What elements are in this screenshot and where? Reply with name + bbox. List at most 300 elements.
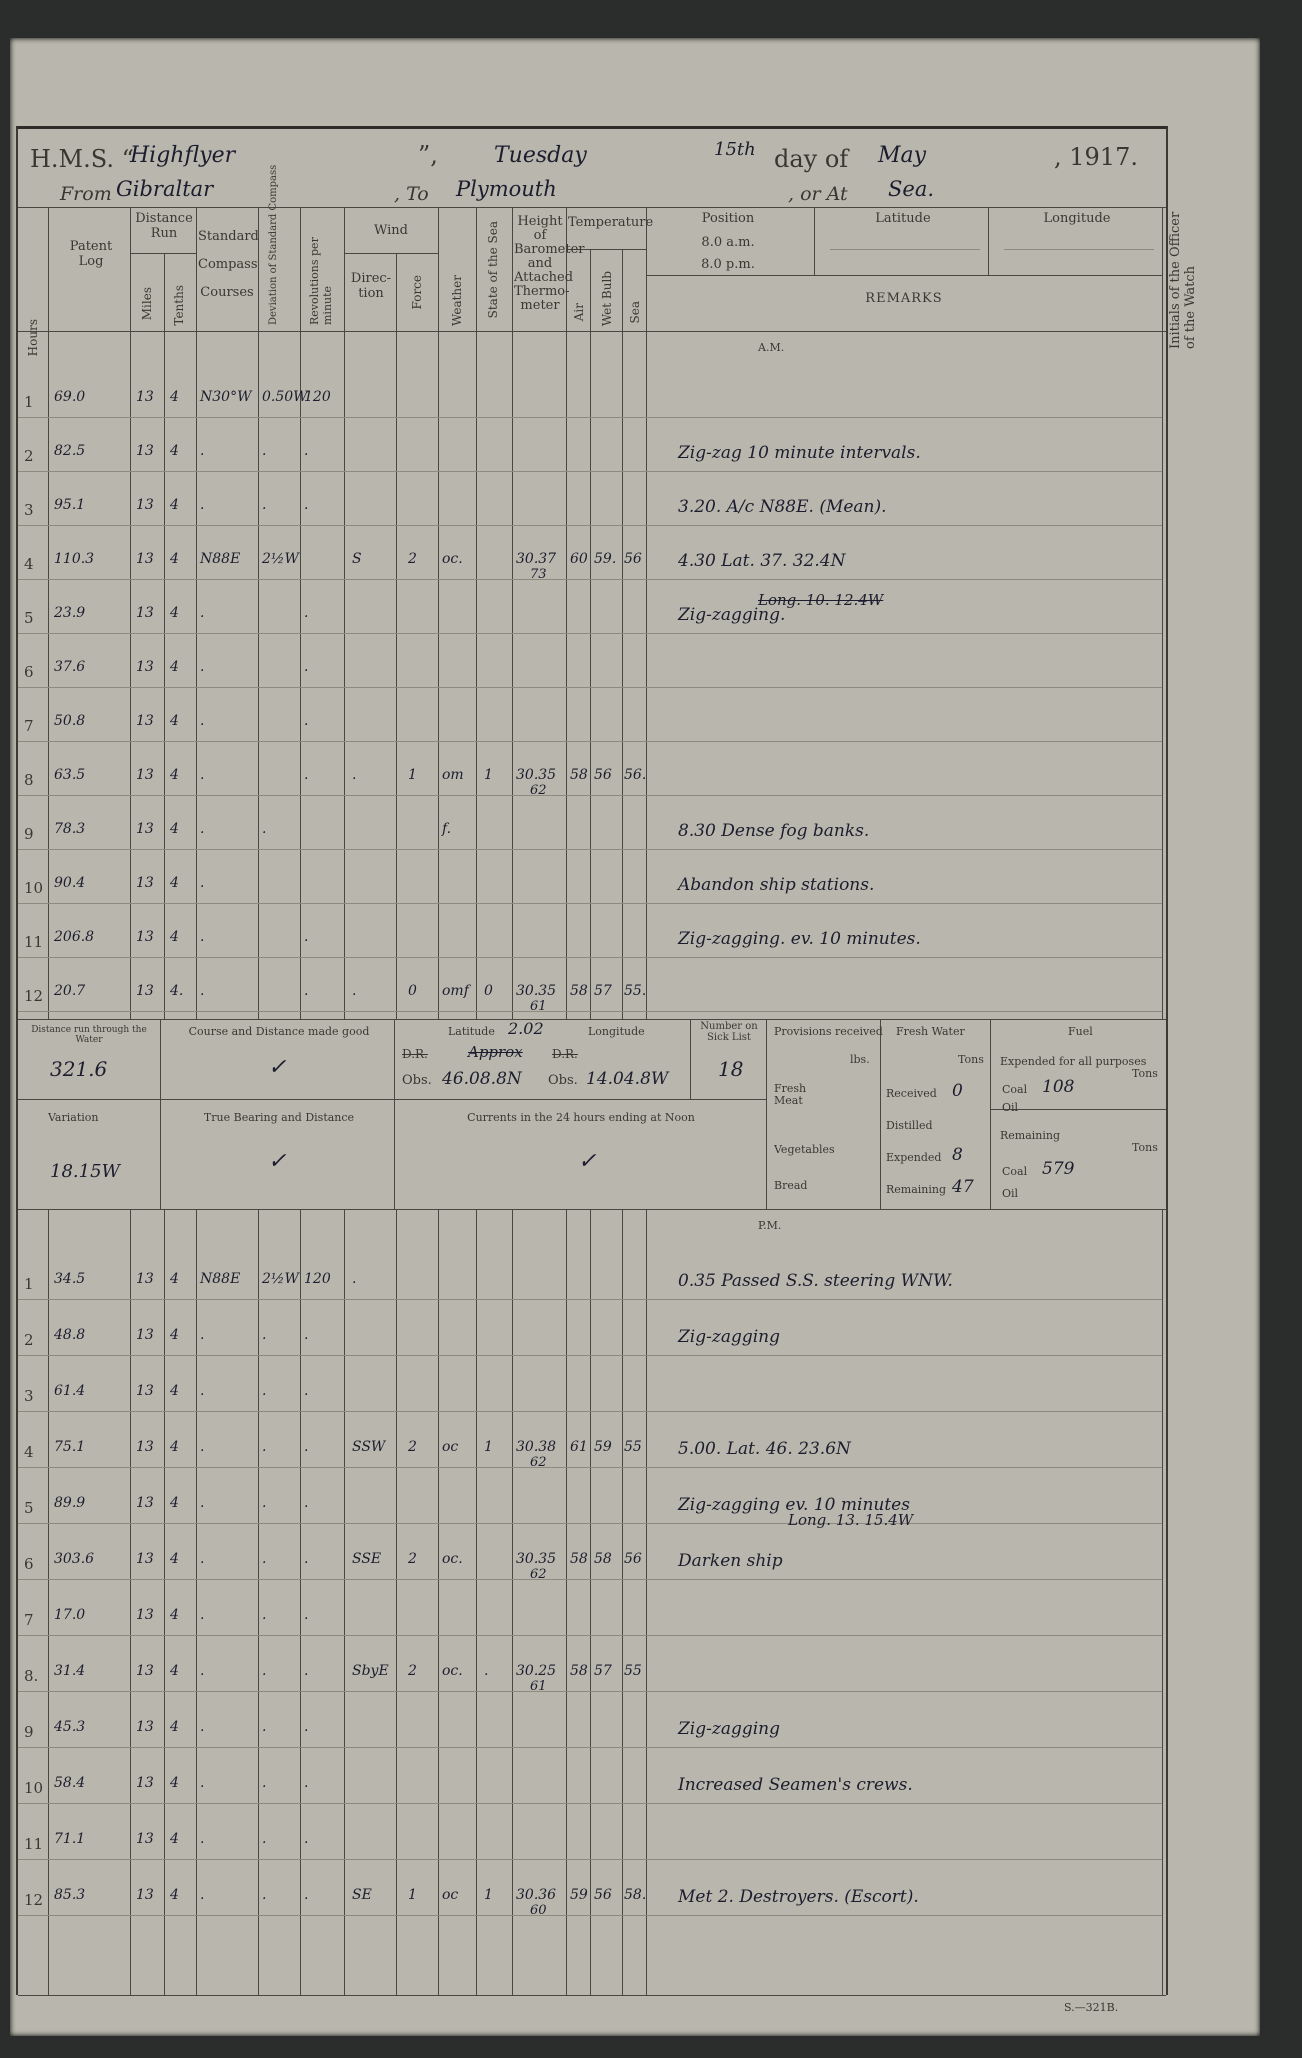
wind-direction-cell: SSW	[352, 1439, 386, 1455]
tenths-cell: 4	[170, 497, 179, 513]
hour-cell: 12	[24, 987, 44, 1005]
revolutions-cell: .	[304, 1775, 309, 1791]
sea-temp-cell: 55	[624, 1663, 642, 1679]
remark-cell: 4.30 Lat. 37. 32.4N	[678, 551, 846, 571]
direction-header: Direc-tion	[350, 271, 392, 301]
thermometer-cell: 62	[530, 1567, 547, 1582]
noon-sep	[990, 1019, 991, 1209]
thermometer-cell: 61	[530, 999, 547, 1014]
cdm-label: Course and Distance made good	[188, 1025, 370, 1038]
fuel-tons: Tons	[1132, 1067, 1158, 1080]
course-cell: .	[200, 713, 205, 729]
miles-cell: 13	[136, 443, 154, 459]
log-sheet	[16, 126, 1198, 2014]
vegetables-label: Vegetables	[774, 1143, 835, 1156]
weather-cell: oc.	[442, 1551, 463, 1567]
sea-temp-cell: 56	[624, 1551, 642, 1567]
revolutions-header: Revolutions per minute	[308, 237, 334, 325]
barometer-cell: 30.35	[516, 983, 557, 999]
revolutions-cell: .	[304, 497, 309, 513]
course-cell: N88E	[200, 1271, 241, 1287]
wind-force-cell: 2	[408, 551, 417, 567]
hour-cell: 2	[24, 447, 34, 465]
revolutions-cell: .	[304, 1551, 309, 1567]
weather-cell: oc.	[442, 1663, 463, 1679]
weather-cell: oc.	[442, 551, 463, 567]
sea-state-cell: .	[484, 1663, 489, 1679]
col-sep	[1162, 207, 1163, 1019]
wet-bulb-cell: 57	[594, 983, 612, 999]
tenths-cell: 4	[170, 767, 179, 783]
tenths-cell: 4	[170, 1719, 179, 1735]
row-rule	[18, 1011, 1162, 1012]
wet-bulb-header: Wet Bulb	[600, 271, 614, 327]
course-cell: .	[200, 1495, 205, 1511]
revolutions-cell: .	[304, 1831, 309, 1847]
tenths-cell: 4	[170, 929, 179, 945]
col-sep	[130, 1209, 131, 1995]
row-rule	[18, 1355, 1162, 1356]
oil-label: Oil	[1002, 1101, 1019, 1114]
latitude-header: Latitude	[875, 211, 931, 226]
patent-log-cell: 34.5	[54, 1271, 86, 1287]
barometer-header: Height of Barometer and Attached Thermo-meter	[514, 214, 585, 313]
long-label: Longitude	[588, 1025, 645, 1038]
miles-cell: 13	[136, 983, 154, 999]
day-of-label: day of	[774, 145, 849, 173]
wet-bulb-cell: 57	[594, 1663, 612, 1679]
patent-log-cell: 85.3	[54, 1887, 86, 1903]
deviation-cell: .	[262, 1383, 267, 1399]
patent-log-cell: 20.7	[54, 983, 86, 999]
row-rule	[18, 417, 1162, 418]
force-header: Force	[410, 275, 424, 310]
col-sep	[590, 1209, 591, 1995]
long-obs: 14.04.8W	[586, 1069, 669, 1089]
revolutions-cell: .	[304, 605, 309, 621]
wind-header: Wind	[374, 223, 408, 238]
hour-cell: 9	[24, 1723, 34, 1741]
miles-cell: 13	[136, 497, 154, 513]
noon-mid	[18, 1099, 766, 1100]
sea-state-cell: 0	[484, 983, 493, 999]
remark-cell: Zig-zagging. ev. 10 minutes.	[678, 929, 921, 949]
sea-temp-cell: 56	[624, 551, 642, 567]
sea-temp-header: Sea	[628, 301, 642, 324]
patent-log-cell: 31.4	[54, 1663, 86, 1679]
course-cell: .	[200, 605, 205, 621]
sick-label: Number on Sick List	[700, 1021, 758, 1043]
tb-value: ✓	[268, 1149, 287, 1174]
patent-log-cell: 48.8	[54, 1327, 86, 1343]
hour-cell: 7	[24, 717, 34, 735]
course-cell: .	[200, 443, 205, 459]
patent-log-cell: 50.8	[54, 713, 86, 729]
patent-log-cell: 69.0	[54, 389, 86, 405]
patent-log-cell: 58.4	[54, 1775, 86, 1791]
coal-label: Coal	[1002, 1083, 1028, 1096]
sub-rule	[646, 275, 1162, 276]
fresh-meat-label: Fresh Meat	[774, 1082, 807, 1107]
revolutions-cell: .	[304, 1383, 309, 1399]
approx-label: Approx	[468, 1043, 523, 1061]
expended-label: Expended	[886, 1151, 942, 1164]
deviation-cell: .	[262, 1607, 267, 1623]
sub-rule	[130, 253, 196, 254]
row-rule	[18, 1467, 1162, 1468]
miles-cell: 13	[136, 1271, 154, 1287]
revolutions-cell: .	[304, 929, 309, 945]
revolutions-cell: .	[304, 1887, 309, 1903]
course-cell: .	[200, 1887, 205, 1903]
hour-cell: 4	[24, 1443, 34, 1461]
course-cell: .	[200, 1327, 205, 1343]
tenths-cell: 4	[170, 1551, 179, 1567]
tenths-cell: 4	[170, 659, 179, 675]
course-cell: .	[200, 767, 205, 783]
hour-cell: 10	[24, 1779, 44, 1797]
col-sep	[344, 207, 345, 1019]
remaining-label: Remaining	[886, 1183, 947, 1196]
pos-pm: 8.0 p.m.	[701, 257, 755, 272]
wind-force-cell: 2	[408, 1663, 417, 1679]
patent-log-cell: 90.4	[54, 875, 86, 891]
col-sep	[344, 1209, 345, 1995]
row-rule	[18, 1411, 1162, 1412]
col-sep	[258, 207, 259, 1019]
wind-direction-cell: .	[352, 767, 357, 783]
var-label: Variation	[48, 1111, 99, 1124]
noon-sep	[766, 1019, 767, 1209]
weather-header: Weather	[450, 275, 464, 326]
hour-cell: 12	[24, 1891, 44, 1909]
patent-log-cell: 17.0	[54, 1607, 86, 1623]
remark-cell: Darken ship	[678, 1551, 783, 1571]
sea-temp-cell: 55.	[624, 983, 647, 999]
year: , 1917.	[1054, 143, 1138, 171]
course-cell: .	[200, 1663, 205, 1679]
dr-label: D.R.	[402, 1047, 428, 1061]
weather-cell: oc	[442, 1439, 459, 1455]
deviation-header: Deviation of Standard Compass	[268, 164, 279, 325]
revolutions-cell: 120	[304, 389, 331, 405]
air-cell: 58	[570, 767, 588, 783]
form-number: S.—321B.	[1064, 2001, 1119, 2014]
sea-state-cell: 1	[484, 767, 493, 783]
revolutions-cell: .	[304, 659, 309, 675]
col-sep	[438, 207, 439, 1019]
revolutions-cell: .	[304, 1327, 309, 1343]
distilled-label: Distilled	[886, 1119, 933, 1132]
col-sep	[48, 207, 49, 1019]
col-sep	[646, 1209, 647, 1995]
barometer-cell: 30.38	[516, 1439, 557, 1455]
patent-log-cell: 206.8	[54, 929, 95, 945]
tenths-cell: 4	[170, 713, 179, 729]
row-rule	[18, 957, 1162, 958]
barometer-cell: 30.35	[516, 1551, 557, 1567]
row-rule	[18, 1859, 1162, 1860]
sick-value: 18	[718, 1057, 744, 1081]
lat-extra: 2.02	[508, 1019, 544, 1038]
miles-cell: 13	[136, 551, 154, 567]
tenths-cell: 4	[170, 1887, 179, 1903]
course-cell: .	[200, 1607, 205, 1623]
tenths-cell: 4	[170, 1775, 179, 1791]
miles-cell: 13	[136, 1775, 154, 1791]
hour-cell: 8	[24, 771, 34, 789]
course-cell: .	[200, 1775, 205, 1791]
course-cell: .	[200, 1831, 205, 1847]
patent-log-cell: 95.1	[54, 497, 86, 513]
deviation-cell: .	[262, 1663, 267, 1679]
longitude-header: Longitude	[1043, 211, 1111, 226]
revolutions-cell: 120	[304, 1271, 331, 1287]
row-rule	[18, 849, 1162, 850]
revolutions-cell: .	[304, 1663, 309, 1679]
fw-label: Fresh Water	[896, 1025, 965, 1038]
wind-direction-cell: .	[352, 983, 357, 999]
weather-cell: om	[442, 767, 464, 783]
col-sep	[476, 1209, 477, 1995]
patent-log-cell: 75.1	[54, 1439, 86, 1455]
deviation-cell: .	[262, 497, 267, 513]
position-header: Position	[701, 211, 755, 226]
col-sep	[164, 253, 165, 1019]
remark-cell: Increased Seamen's crews.	[678, 1775, 913, 1795]
col-sep	[396, 1209, 397, 1995]
sub-rule	[1004, 249, 1154, 250]
remark-cell: Zig-zagging.	[678, 605, 786, 625]
at-place: Sea.	[888, 177, 935, 201]
oil2-label: Oil	[1002, 1187, 1019, 1200]
thermometer-cell: 73	[530, 567, 547, 582]
hour-cell: 1	[24, 1275, 34, 1293]
cur-value: ✓	[578, 1149, 597, 1174]
weather-cell: omf	[442, 983, 469, 999]
noon-sep	[394, 1019, 395, 1209]
wind-direction-cell: SbyE	[352, 1663, 389, 1679]
hms-label: H.M.S. “	[30, 145, 134, 173]
pos-am: 8.0 a.m.	[701, 235, 755, 250]
dist-value: 321.6	[50, 1057, 108, 1081]
col-sep	[300, 207, 301, 1019]
row-rule	[18, 1691, 1162, 1692]
barometer-cell: 30.36	[516, 1887, 557, 1903]
hour-cell: 3	[24, 501, 34, 519]
col-sep	[566, 1209, 567, 1995]
remark-cell: 0.35 Passed S.S. steering WNW.	[678, 1271, 953, 1291]
tenths-cell: 4	[170, 605, 179, 621]
fw-tons: Tons	[958, 1053, 984, 1066]
miles-cell: 13	[136, 767, 154, 783]
deviation-cell: .	[262, 1719, 267, 1735]
row-rule	[18, 1579, 1162, 1580]
remark-cell: 5.00. Lat. 46. 23.6N	[678, 1439, 851, 1459]
ship-name: Highflyer	[130, 143, 236, 168]
tenths-cell: 4	[170, 1439, 179, 1455]
from-port: Gibraltar	[116, 177, 214, 201]
header-top-line	[18, 207, 1166, 208]
col-sep	[512, 207, 513, 1019]
dist-label: Distance run through the Water	[31, 1025, 147, 1045]
course-cell: .	[200, 929, 205, 945]
col-sep	[1162, 1209, 1163, 1995]
course-cell: .	[200, 983, 205, 999]
hour-cell: 5	[24, 609, 34, 627]
remaining-value: 47	[952, 1177, 974, 1197]
tenths-cell: 4	[170, 1271, 179, 1287]
pm-label: P.M.	[758, 1219, 782, 1232]
tenths-cell: 4	[170, 821, 179, 837]
revolutions-cell: .	[304, 767, 309, 783]
month: May	[878, 143, 927, 168]
revolutions-cell: .	[304, 1495, 309, 1511]
row-rule	[18, 903, 1162, 904]
hour-cell: 6	[24, 663, 34, 681]
sea-temp-cell: 55	[624, 1439, 642, 1455]
standard-compass-header: Standard Compass Courses	[198, 229, 259, 300]
miles-cell: 13	[136, 1551, 154, 1567]
patent-log-cell: 63.5	[54, 767, 86, 783]
row-rule	[18, 1523, 1162, 1524]
day-number: 15th	[714, 139, 756, 160]
course-cell: .	[200, 821, 205, 837]
revolutions-cell: .	[304, 983, 309, 999]
hour-cell: 3	[24, 1387, 34, 1405]
hour-cell: 8.	[24, 1667, 39, 1685]
quote-close: ”,	[418, 141, 438, 169]
col-sep	[476, 207, 477, 1019]
prov-label: Provisions received	[774, 1025, 883, 1038]
tenths-cell: 4	[170, 1831, 179, 1847]
tenths-cell: 4	[170, 1383, 179, 1399]
to-port: Plymouth	[456, 177, 557, 201]
sea-state-cell: 1	[484, 1887, 493, 1903]
expended-value: 8	[952, 1145, 963, 1165]
col-sep	[814, 207, 815, 275]
wind-force-cell: 2	[408, 1439, 417, 1455]
air-header: Air	[572, 303, 586, 322]
miles-cell: 13	[136, 1719, 154, 1735]
sea-state-cell: 1	[484, 1439, 493, 1455]
hour-cell: 11	[24, 1835, 44, 1853]
remark-cell: Abandon ship stations.	[678, 875, 875, 895]
hour-cell: 10	[24, 879, 44, 897]
cur-label: Currents in the 24 hours ending at Noon	[467, 1111, 695, 1124]
from-label: From	[60, 183, 112, 205]
thermometer-cell: 60	[530, 1903, 547, 1918]
miles-cell: 13	[136, 659, 154, 675]
row-rule	[18, 1299, 1162, 1300]
initials-header: Initials of the Officer of the Watch	[1168, 211, 1198, 349]
deviation-cell: .	[262, 1887, 267, 1903]
noon-sep	[690, 1019, 691, 1099]
am-label: A.M.	[758, 341, 785, 354]
temperature-header: Temperature	[568, 215, 654, 230]
patent-log-cell: 110.3	[54, 551, 95, 567]
received-label: Received	[886, 1087, 937, 1100]
log-page	[10, 38, 1260, 2036]
dr2-label: D.R.	[552, 1047, 578, 1061]
course-cell: N30°W	[200, 389, 252, 405]
miles-cell: 13	[136, 1327, 154, 1343]
deviation-cell: 2½W	[262, 1271, 299, 1287]
fuel-tons2: Tons	[1132, 1141, 1158, 1154]
pm-bottom-line	[18, 1995, 1166, 1996]
miles-cell: 13	[136, 821, 154, 837]
miles-cell: 13	[136, 389, 154, 405]
received-value: 0	[952, 1081, 963, 1101]
miles-cell: 13	[136, 1663, 154, 1679]
hour-cell: 1	[24, 393, 34, 411]
col-sep	[438, 1209, 439, 1995]
noon-sep	[880, 1019, 881, 1209]
sea-temp-cell: 56.	[624, 767, 647, 783]
obs2-label: Obs.	[548, 1073, 578, 1088]
thermometer-cell: 62	[530, 1455, 547, 1470]
miles-cell: 13	[136, 1607, 154, 1623]
miles-cell: 13	[136, 1831, 154, 1847]
remark-cell: 3.20. A/c N88E. (Mean).	[678, 497, 887, 517]
remark-cell: Met 2. Destroyers. (Escort).	[678, 1887, 919, 1907]
barometer-cell: 30.35	[516, 767, 557, 783]
wet-bulb-cell: 58	[594, 1551, 612, 1567]
weekday: Tuesday	[494, 143, 587, 168]
course-cell: .	[200, 659, 205, 675]
miles-cell: 13	[136, 713, 154, 729]
deviation-cell: .	[262, 1327, 267, 1343]
col-sep	[48, 1209, 49, 1995]
patent-log-cell: 89.9	[54, 1495, 86, 1511]
tenths-cell: 4.	[170, 983, 184, 999]
course-cell: .	[200, 1551, 205, 1567]
am-bottom-line	[18, 1019, 1166, 1020]
col-sep	[196, 1209, 197, 1995]
wet-bulb-cell: 59	[594, 1439, 612, 1455]
col-sep	[988, 207, 989, 275]
air-cell: 59	[570, 1887, 588, 1903]
row-rule	[18, 1915, 1162, 1916]
barometer-cell: 30.25	[516, 1663, 557, 1679]
row-rule	[18, 687, 1162, 688]
cdm-value: ✓	[268, 1055, 287, 1080]
tenths-cell: 4	[170, 443, 179, 459]
air-cell: 61	[570, 1439, 588, 1455]
deviation-cell: 2½W	[262, 551, 299, 567]
tenths-cell: 4	[170, 1495, 179, 1511]
at-label: , or At	[788, 183, 848, 205]
revolutions-cell: .	[304, 1719, 309, 1735]
row-rule	[18, 471, 1162, 472]
thermometer-cell: 61	[530, 1679, 547, 1694]
wind-force-cell: 1	[408, 1887, 417, 1903]
deviation-cell: .	[262, 443, 267, 459]
hours-header: Hours	[26, 319, 40, 357]
hour-cell: 2	[24, 1331, 34, 1349]
revolutions-cell: .	[304, 713, 309, 729]
noon-bottom-line	[18, 1209, 1166, 1210]
patent-log-cell: 303.6	[54, 1551, 95, 1567]
tenths-cell: 4	[170, 1607, 179, 1623]
patent-log-cell: 23.9	[54, 605, 86, 621]
wet-bulb-cell: 56	[594, 767, 612, 783]
col-sep	[164, 1209, 165, 1995]
tenths-header: Tenths	[172, 285, 186, 326]
fuel-rem-label: Remaining	[1000, 1129, 1061, 1142]
wet-bulb-cell: 56	[594, 1887, 612, 1903]
coal-rem: 579	[1042, 1159, 1075, 1179]
